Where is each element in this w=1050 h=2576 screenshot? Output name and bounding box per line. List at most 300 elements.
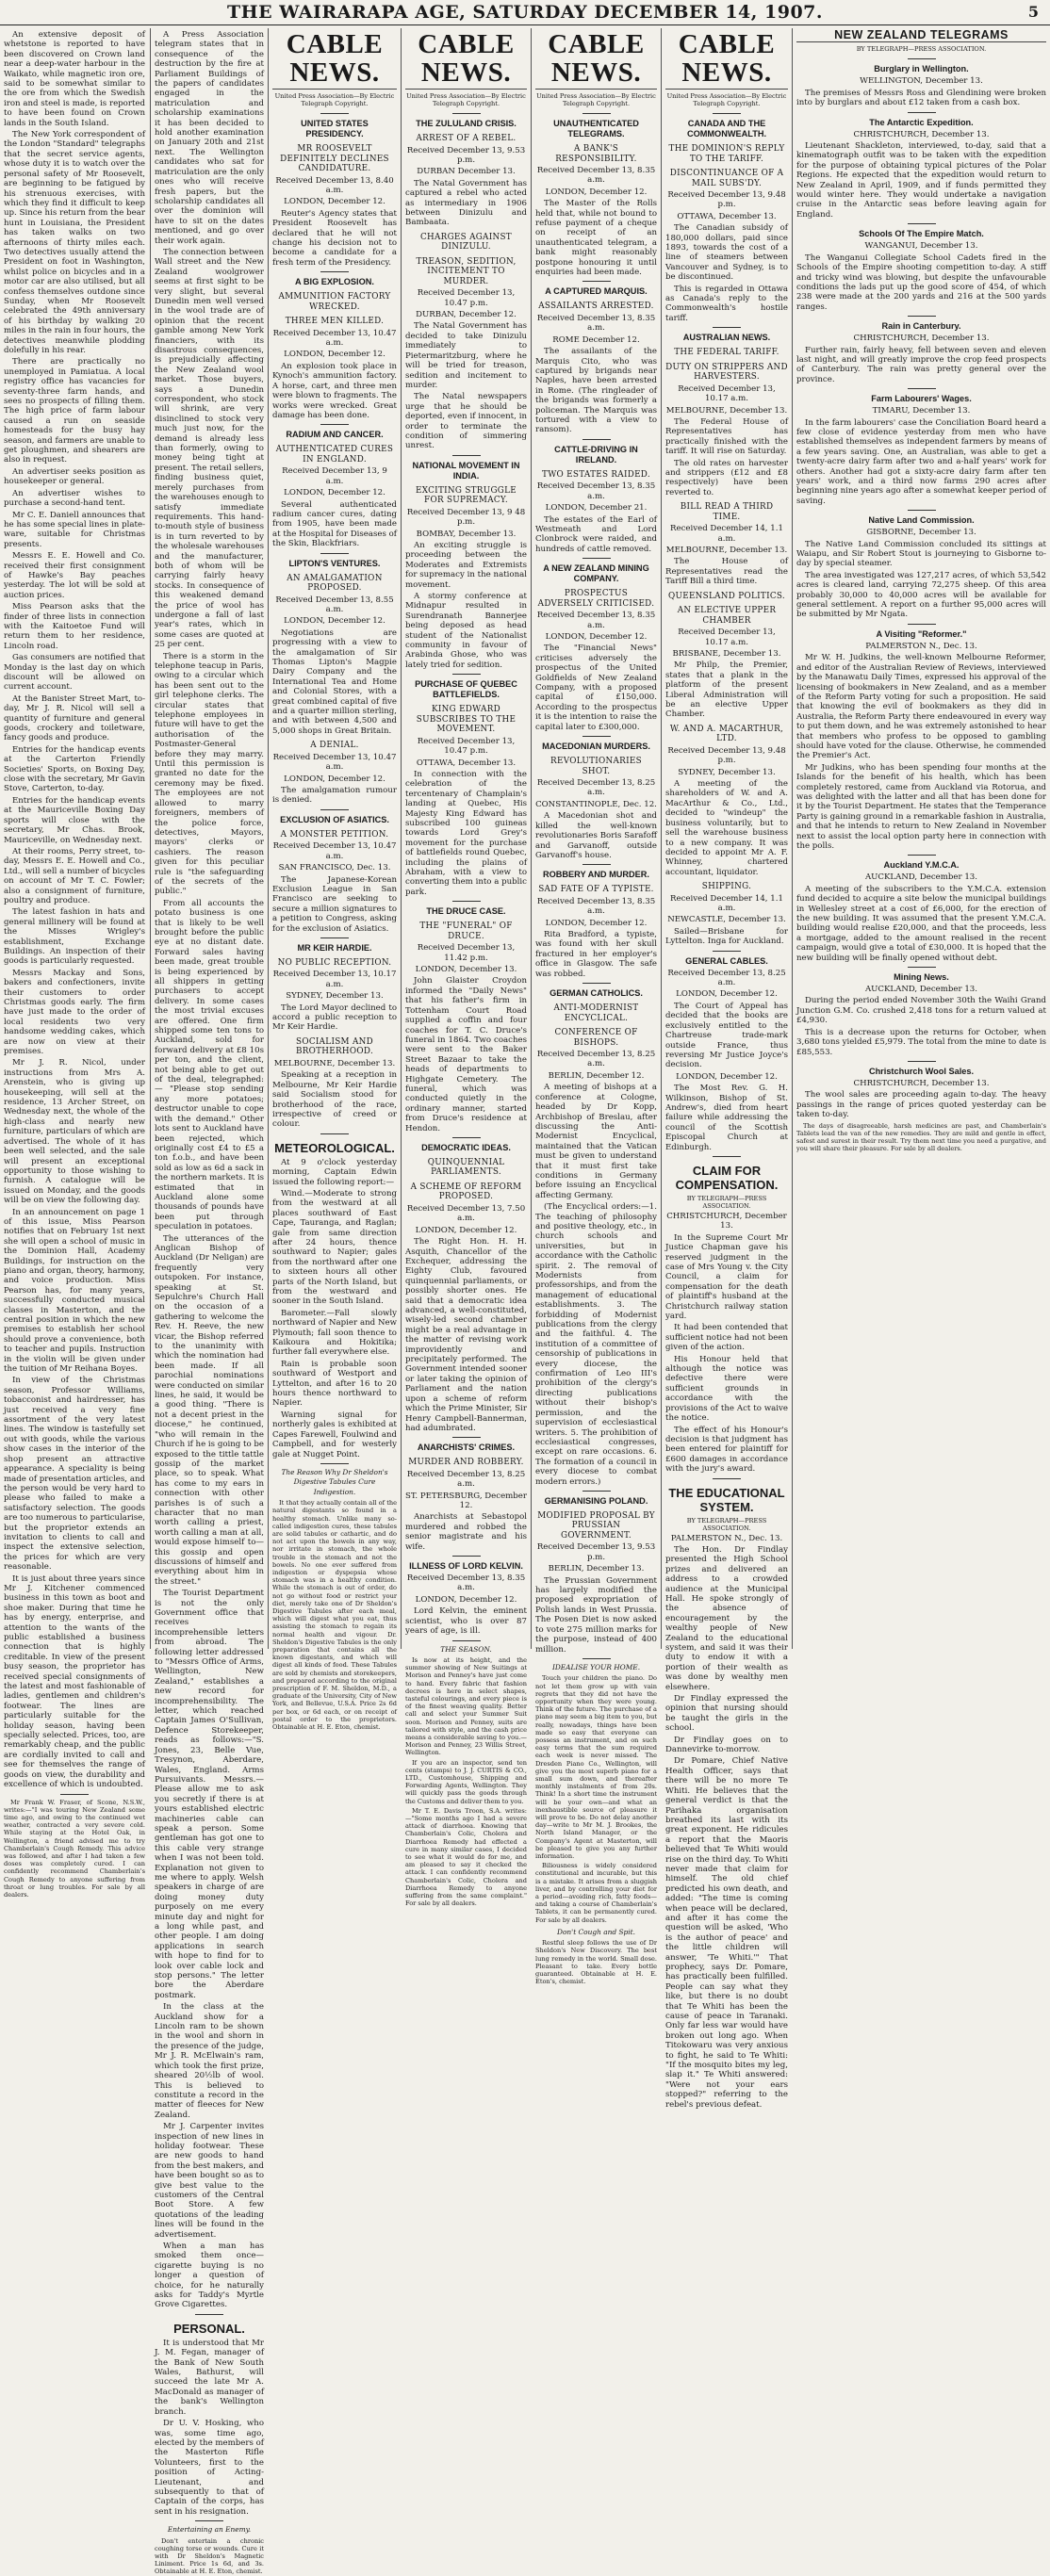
advertisement (155, 2537, 264, 2576)
cable-news-credit: United Press Association—By Electric Telegraph Copyright. (666, 92, 787, 107)
news-paragraph: The utterances of the Anglican Bishop of Auckland (Dr Neligan) are frequently very outspoken. For instance, speaking at St. Sepulchre's Church Hall on the occasion of a gathering to welcome the Rev. H. Reeve, the new vicar, the Bishop referred to the unanimity with which the nomination had been made. If all parochial nominations were conducted on similar lines, he said, it would be a good thing. "There is not a decent priest in the diocese," he continued, "who will remain in the Church if he is going to be exposed to the tittle tattle gossip of the market place, so to speak. What has come to my ears in connection with other parishes is of such a character that no man worth calling a priest, worth calling a man at all, would expose himself to—this gossip and open discussions of himself and everything about him in the street." (155, 1233, 264, 1587)
subheading: AMMUNITION FACTORY WRECKED. (278, 292, 391, 312)
divider (320, 1133, 349, 1134)
divider (908, 624, 936, 625)
divider (320, 271, 349, 272)
subheading: DISCONTINUANCE OF A MAIL SUBS'DY. (669, 169, 784, 188)
dateline: Received December 13, 9 48 p.m. (406, 507, 526, 528)
dateline: AUCKLAND, December 13. (864, 872, 978, 883)
divider (582, 281, 611, 282)
advertisement-text: The days of disagreeable, harsh medicines are past, and Chamberlain's Tablets lead the van of the new remedies. They are mild and gentle in effect, safest and surest in their result. Try them next time you need a purgative, and you will share their pleasure. For sale by all dealers. (796, 1121, 1046, 1153)
dateline: OTTAWA, December 13. (416, 758, 517, 768)
divider (713, 113, 741, 114)
news-paragraph: In the Supreme Court Mr Justice Chapman gave his reserved judgment in the case of Mrs Young v. the City Council, a claim for compensation for the death of plaintiff's husband at the Christchurch railway station yard. (665, 1232, 788, 1322)
dateline: Received December 13, 8.25 a.m. (536, 1050, 656, 1069)
section-heading: The Antarctic Expedition. (869, 117, 974, 127)
dateline: Received December 14, 1.1 a.m. (670, 524, 783, 544)
divider (452, 113, 481, 114)
wire-credit: BY TELEGRAPH—PRESS ASSOCIATION. (686, 1516, 767, 1532)
subheading: W. AND A. MACARTHUR, LTD. (669, 724, 784, 744)
news-paragraph: Gas consumers are notified that Monday is the last day on which discount will be allowed on current account. (4, 653, 145, 693)
dateline: GISBORNE, December 13. (866, 528, 976, 538)
dateline: NEWCASTLE, December 13. (667, 915, 786, 925)
news-paragraph: Mr J. R. Nicol, under instructions from Mrs A. Arenstein, who is giving up housekeeping, will sell at the residence, 13 Archer Street, on Wednesday next, the whole of the high-class and nearly new furniture, particulars of which are advertised. The whole of it has been well selected, and the sale will present an exceptional opportunity to those wishing to furnish. A catalogue will be issued on Monday, and the goods will be on view the following day. (4, 1058, 145, 1206)
divider (320, 113, 349, 114)
cable-news-credit: United Press Association—By Electric Telegraph Copyright. (406, 92, 526, 107)
section-heading: LIPTON'S VENTURES. (288, 558, 381, 568)
page-number: 5 (1027, 3, 1039, 21)
news-paragraph: A meeting of the subscribers to the Y.M.C.A. extension fund decided to acquire a site below the municipal buildings in Wellesley street at a cost of £6,000, for the erection of the new building. It was assumed that the present Y.M.C.A. building would realise £20,000, and that the proceeds, less a mortgage, added to the amount realised in the recent campaign, would give a total of £30,000. It is hoped that the new building will be finally opened without debt. (796, 884, 1046, 963)
dateline: BERLIN, December 12. (548, 1070, 645, 1081)
subheading: BILL READ A THIRD TIME. (680, 502, 774, 522)
section-heading: A CAPTURED MARQUIS. (545, 286, 648, 297)
subheading: QUINQUENNIAL PARLIAMENTS. (427, 1157, 505, 1178)
advertisement-text: Biliousness is widely considered constitutional and incurable, but this is a mistake. It arises from a sluggish liver, and by controlling your diet for a period—avoiding rich, fatty foods—and taking a course of Chamberlain's Tablets, it can be permanently cured. For sale by all dealers. (535, 1862, 657, 1924)
news-paragraph: In the class at the Auckland show for a Lincoln ram to be shown in the wool and shorn in the presence of the judge, Mr J. R. McElwain's ram, which took the first prize, sheared 20½lb of wool. This is believed to constitute a record in the matter of fleeces for New Zealand. (155, 2002, 264, 2120)
subheading: A MONSTER PETITION. (280, 829, 389, 840)
divider (908, 388, 936, 389)
masthead (0, 0, 1050, 25)
news-paragraph: The area investigated was 127,217 acres, of which 53,542 acres is cleared land, carrying 72,275 sheep. Of this area probably 30,000 to 40,000 acres will be available for general settlement. A report on a further 95,000 acres will be submitted by Mr Ngata. (796, 570, 1046, 620)
divider (908, 510, 936, 511)
dateline: SYDNEY, December 13. (678, 767, 776, 777)
dateline: LONDON, December 12. (545, 918, 648, 928)
section-heading: METEOROLOGICAL. (274, 1140, 395, 1155)
section-heading: Christchurch Wool Sales. (868, 1066, 975, 1076)
divider (582, 736, 611, 737)
section-heading: THE EDUCATIONAL SYSTEM. (668, 1485, 785, 1514)
advertisement (405, 1807, 527, 1908)
dateline: BRISBANE, December 13. (672, 649, 781, 659)
advertisement-title: The Reason Why Dr Sheldon's Digestive Tabules Cure Indigestion. (281, 1467, 388, 1496)
news-paragraph: Mr W. H. Judkins, the well-known Melbourne Reformer, and editor of the Australian Review of Reviews, interviewed by the Manawatu Daily Times, expressed his approval of the licensing of bookmakers in New Zealand, and as a member of the Reform Party voting for such a proposition. He said that knowing the evil of bookmakers as they did in Australia, the Reform Party there endeavoured in every way to put them down, and he was extremely astonished to hear that members who profess to be opposed to gambling should have voted for the clause. Otherwise, he commended the Premier's Act. (796, 653, 1046, 761)
news-paragraph: (The Encyclical orders:—1. The teaching of philosophy and positive theology, etc., in church schools and universities, but in accordance with the Catholic spirit. 2. The removal of Modernists from professorships, and from the management of educational establishments. 3. The forbidding of Modernist publications from the clergy and the faithful. 4. The institution of a committee of censorship of publications in every diocese, the confirmation of Leo III's prohibition of the clergy's directing publications without their bishop's permission, and the supervision of ecclesiastical writers. 5. The prohibition of ecclesiastical congresses, except on rare occasions. 6. The formation of a council in every diocese to combat modern errors.) (535, 1202, 657, 1487)
news-paragraph: At their rooms, Perry street, to-day, Messrs E. E. Howell and Co., Ltd., will sell a number of bicycles on account of Mr T. C. Fowler; also a consignment of furniture, poultry and produce. (4, 846, 145, 905)
subheading: AN ELECTIVE UPPER CHAMBER (677, 606, 777, 626)
news-paragraph: Several authenticated radium cancer cures, dating from 1905, have been made at the Hospital for Diseases of the Skin, Blackfriars. (272, 499, 397, 549)
dateline: LONDON, December 12. (284, 774, 386, 784)
divider (908, 855, 936, 856)
news-paragraph: The Lord Mayor declined to accord a public reception to Mr Keir Hardie. (272, 1003, 397, 1033)
dateline: WELLINGTON, December 13. (860, 76, 983, 87)
news-paragraph: The Natal newspapers urge that he should be deported, even if innocent, in order to terminate the condition of simmering unrest. (405, 392, 527, 451)
cable-news-credit: United Press Association—By Electric Telegraph Copyright. (274, 92, 395, 107)
subheading: SHIPPING. (701, 882, 752, 892)
column-cable-news-3 (535, 29, 657, 1986)
section-heading: A NEW ZEALAND MINING COMPANY. (543, 563, 649, 584)
wire-credit: BY TELEGRAPH—PRESS ASSOCIATION. (686, 1194, 767, 1210)
subheading: SAD FATE OF A TYPISTE. (538, 885, 654, 895)
news-paragraph: The Tourist Department is not the only Government office that receives incomprehensible letters from abroad. The following letter addressed to "Messrs Office of Arms, Wellington, New Zealand," establishes a new record for incomprehensibility. The letter, which reached Captain James O'Sullivan, Defence Storekeeper, reads as follows:—"S. Jones, 23, Belle Vue, Tresynon, Aberdare, Wales, England. Arms Pursuivants. Messrs.—Please allow me to ask you secretly if there is at yours established electric machineries cable can speak a person. Some gentleman has got one to this cable very strange when I was not been told. Explanation not given to me where to apply. Welsh speakers in charge of are doing money duty purposely on me every minute day and night for a long while past, and other people. I am doing applications in search with hope to find for to look over cable lock and stop persons." The letter bore the Aberdare postmark. (155, 1589, 264, 2000)
news-paragraph: The connection between Wall street and the New Zealand woolgrower seems at first sight to be very slight, but several Dunedin men well versed in the wool trade are of opinion that the recent gamble among New York financiers, with its disastrous consequences, is prejudicially affecting the New Zealand wool market. Those buyers, says a Dunedin correspondent, who stock will shrink, are very disinclined to stock very much just now, for the demand is already less than formerly, owing to money being tight at present. The retail sellers, finding business quiet, merely purchases from the warehouses enough to satisfy immediate requirements. This hand-to-mouth style of business is in turn reverted to by the wholesale warehouses and the manufacturer, both of whom will be carrying fairly heavy stocks. In consequence of this weakened demand the price of wool has undergone a fall of last year's rates, which in some cases are quoted at 25 per cent. (155, 247, 264, 650)
dateline: Received December 13, 10.47 p.m. (417, 288, 516, 308)
dateline: Received December 13, 9 a.m. (282, 466, 387, 486)
news-paragraph: The Court of Appeal has decided that the books are exclusively entitled to the Chartreuse trade-mark outside France, thus reversing Mr Justice Joyce's decision. (665, 1001, 788, 1070)
cable-news-heading: CABLE NEWS. (665, 30, 788, 90)
advertisement-title: Don't Cough and Spit. (557, 1927, 635, 1936)
subheading: A DENIAL. (310, 741, 359, 751)
column-local-news-1 (4, 30, 145, 1899)
news-paragraph: John Glaister Croydon informed the "Daily News" that his father's firm in Tottenham Court Road supplied a coffin and four coaches for T. C. Druce's funeral in 1864. Two coaches were sent to the Baker Street Bazaar to take the heads of departments to Highgate Cemetery. The funeral, which was conducted quietly in the ordinary manner, started from Druce's residence at Hendon. (405, 976, 527, 1133)
divider (908, 1061, 936, 1062)
dateline: Received December 13, 8.25 a.m. (536, 778, 656, 798)
news-paragraph: An extensive deposit of whetstone is reported to have been discovered on Crown land near a deep-water harbour in the Waikato, while magnetic iron ore, said to be somewhat similar to the ore from which the Swedish iron and steel is made, is reported to have been found on Crown lands in the South Island. (4, 30, 145, 128)
divider (908, 223, 936, 224)
divider (713, 951, 741, 952)
news-paragraph: In connection with the celebration of the tercentenary of Champlain's landing at Quebec, His Majesty King Edward has subscribed 100 guineas towards Lord Grey's movement for the purchase of battlefields round Quebec, including the plains of Abraham, with a view to converting them into a public park. (405, 769, 527, 897)
dateline: LONDON, December 12. (284, 197, 386, 207)
news-paragraph: The old rates on harvester and strippers (£12 and £8 respectively) have been reverted to. (665, 458, 788, 497)
news-paragraph: The estates of the Earl of Westmeath and Lord Clonbrock were raided, and hundreds of cattle removed. (535, 514, 657, 554)
section-heading: MR KEIR HARDIE. (297, 942, 372, 953)
section-heading: Farm Labourers' Wages. (871, 394, 972, 404)
news-paragraph: Barometer.—Fall slowly northward of Napier and New Plymouth; fall soon thence to Kaikoura and Hokitika; further fall everywhere else. (272, 1308, 397, 1358)
divider (582, 439, 611, 440)
dateline: BERLIN, December 13. (548, 1564, 645, 1574)
dateline: Received December 13, 8.35 a.m. (536, 896, 656, 917)
section-heading: CATTLE-DRIVING IN IRELAND. (554, 444, 638, 465)
news-paragraph: The Prussian Government has largely modified the proposed expropriation of Polish lands in West Prussia. The Posen Diet is now asked to vote 275 million marks for the purpose, instead of 400 million. (535, 1575, 657, 1655)
section-heading: Rain in Canterbury. (881, 321, 961, 332)
cable-news-heading: CABLE NEWS. (535, 30, 657, 90)
section-heading: UNITED STATES PRESIDENCY. (301, 119, 369, 139)
dateline: PALMERSTON N., Dec. 13. (670, 1533, 783, 1543)
news-paragraph: The Canadian subsidy of 180,000 dollars, paid since 1893, towards the cost of a line of steamers between Vancouver and Sydney, is to be discontinued. (665, 223, 788, 283)
divider (582, 558, 611, 559)
personal-heading: PERSONAL. (173, 2321, 245, 2336)
section-heading: ROBBERY AND MURDER. (543, 870, 649, 880)
advertisement (535, 1939, 657, 1985)
news-paragraph: A meeting of bishops at a conference at Cologne, headed by Dr Kopp, Archbishop of Breslau, after discussing the Anti-Modernist Encyclical, maintained that the Vatican must be given to understand that it must first take conditions in Germany before issuing an Encyclical affecting Germany. (535, 1083, 657, 1200)
column-local-news-2 (155, 30, 264, 2576)
divider (320, 937, 349, 938)
news-paragraph: The Federal House of Representatives has practically finished with the tariff. It will rise on Saturday. (665, 417, 788, 457)
advertisement-text: Don't entertain a chronic coughing torse or wounds. Cure it with Dr Sheldon's Magnetic Liniment. Price 1s 6d, and 3s. Obtainable at H. E. Eton, chemist. (155, 2536, 264, 2576)
divider (582, 983, 611, 984)
section-heading: Auckland Y.M.C.A. (883, 860, 960, 871)
advertisement (405, 1656, 527, 1757)
news-paragraph: The House of Representatives read the Tariff Bill a third time. (665, 557, 788, 587)
dateline: CHRISTCHURCH, December 13. (853, 334, 990, 344)
news-paragraph: The Most Rev. G. H. Wilkinson, Bishop of St. Andrew's, died from heart failure while addressing the council of the Scottish Episcopal Church at Edinburgh. (665, 1084, 788, 1152)
personal-paragraph: Dr U. V. Hosking, who was, some time ago, elected by the members of the Masterton Rifle Volunteers, first to the position of Acting-Lieutenant, and subsequently to that of Captain of the corps, has sent in his resignation. (155, 2419, 264, 2517)
dateline: SYDNEY, December 13. (286, 991, 384, 1002)
dateline: Received December 13, 8.35 a.m. (536, 611, 656, 630)
advertisement (535, 1862, 657, 1924)
divider (582, 864, 611, 865)
news-paragraph: A meeting of the shareholders of W. and A. MacArthur & Co., Ltd., decided to "windeup" the business voluntarily, but to sell the warehouse business to a new company. It was decided to appoint Mr A. F. Whinney, chartered accountant, liquidator. (665, 779, 788, 877)
section-heading: Schools Of The Empire Match. (859, 229, 984, 239)
dateline: WANGANUI, December 13. (864, 241, 978, 252)
news-paragraph: Mr J. Carpenter invites inspection of new lines in holiday footwear. These are new goods to hand from the best makers, and have been bought so as to give best value to the customers of the Central Boot Store. A few quotations of the leading lines will be found in the advertisement. (155, 2122, 264, 2240)
advertisement-title: Entertaining an Enemy. (167, 2525, 252, 2535)
dateline: LONDON, December 21. (545, 503, 648, 514)
section-heading: THE ZULULAND CRISIS. (416, 119, 517, 128)
news-paragraph: The latest fashion in hats and general millinery will be found at the Misses Wrigley's establishment, Exchange Buildings. An inspection of their goods is particularly requested. (4, 907, 145, 967)
dateline: CONSTANTINOPLE, Dec. 12. (535, 799, 657, 809)
advertisement (272, 1499, 397, 1731)
news-paragraph: It is just about three years since Mr J. Kitchener commenced business in this town as boot and shoe maker. During that time he has by energy, enterprise, and attention to the wants of the public established a business connection that is highly creditable. In view of the present busy season, the proprietor has received special consignments of the latest and most fashionable of ladies, gentlemen and children's footwear. The lines are particularly suitable for the holiday season, having been specially selected. Prices, too, are remarkably cheap, and the public are cordially invited to call and see for themselves the range of goods on view, the durability and excellence of which is undoubted. (4, 1573, 145, 1790)
divider (452, 1640, 481, 1641)
advertisement (535, 1674, 657, 1860)
dateline: OTTAWA, December 13. (677, 211, 777, 221)
advertisement-title: IDEALISE YOUR HOME. (551, 1662, 641, 1671)
news-paragraph: The Japanese-Korean Exclusion League in San Francisco are seeking to secure a million signatures to a petition to Congress, asking for the exclusion of Asiatics. (272, 874, 397, 934)
news-paragraph: The effect of his Honour's decision is that judgment has been entered for plaintiff for £600 damages in accordance with the jury's award. (665, 1425, 788, 1475)
news-paragraph: In view of the Christmas season, Professor Williams, tobacconist and hairdresser, has just received a very fine assortment of the very latest lines. The window is tastefully set out with goods, while the various show cases in the interior of the shop present an attractive appearance. A speciality is being made of presentation articles, and the person would be very hard to please who failed to make a satisfactory selection. The goods are too numerous to particularise, but the proprietor extends an invitation to clients to call and inspect the extensive selection, the prices for which are very reasonable. (4, 1376, 145, 1573)
advertisement-text: Restful sleep follows the use of Dr Sheldon's New Discovery. The best lung remedy in the world. Small dose. Pleasant to take. Every bottle guaranteed. Obtainable at H. E. Eton's, chemist. (535, 1939, 657, 1986)
advertisement-text: Is now at its height, and the summer showing of New Suitings at Morison and Penney's have just come to hand. Every fabric that fashion decrees is here in select shapes, tasteful colourings, and every piece is of the finest weaving quality. Better call and select your Summer Suit soon. Morison and Penney, suits are tailored with style, and the cash price means a considerable saving to you.—Morison and Penney, 23 Willis Street, Wellington. (405, 1655, 527, 1757)
dateline: Received December 13, 8.35 a.m. (536, 313, 656, 334)
news-paragraph: The Master of the Rolls held that, while not bound to refuse payment of a cheque on receipt of an unauthenticated telegram, a bank might reasonably postpone honouring it until enquiries had been made. (535, 199, 657, 278)
news-paragraph: The Natal Government has decided to take Dinizulu immediately to Pietermaritzburg, where he will be tried for treason, sedition and incitement to murder. (405, 321, 527, 390)
subheading: PROSPECTUS ADVERSELY CRITICISED. (537, 589, 655, 609)
divider (452, 455, 481, 456)
subheading: MR ROOSEVELT DEFINITELY DECLINES CANDIDATURE. (280, 144, 389, 173)
divider (908, 316, 936, 317)
advertisement-text: It that they actually contain all of the natural digestants so found in a healthy stomach. Unlike many so-called indigestion cures, these tabules are solid tabules or cathartic, and do not act upon the bowels in any way, nor irritate in stomach, the whole trouble in the stomach and not the bowels. No one ever suffered from indigestion or dyspepsia whose stomach was in a healthy condition. While the stomach is out of order, do not go without food or restrict your diet, merely take one of Dr Sheldon's Digestive Tabules after each meal, which will digest what you eat, thus assisting the stomach to regain its normal health and vigour. Dr. Sheldon's Digestive Tabules is the only preparation that contains all the known digestants, and which will digest all kinds of food. These Tabules are sold by chemists and storekeepers, and prepared according to the original prescription of F. M. Sheldon, M.D., a graduate of the University, City of New York, and Bellevue, U.S.A. Price 2s 6d per box, or 6d each, or on receipt of postal order to the proprietors. Obtainable at H. E. Eton, chemist. (272, 1499, 397, 1732)
divider (452, 901, 481, 902)
dateline: Received December 13, 11.42 p.m. (417, 943, 516, 963)
divider (713, 327, 741, 328)
dateline: Received December 13, 8.25 a.m. (667, 968, 786, 988)
dateline: TIMARU, December 13. (872, 406, 971, 416)
dateline: SAN FRANCISCO, Dec. 13. (278, 863, 391, 873)
news-paragraph: Dr Pomare, Chief Native Health Officer, says that there will be no more Te Whiti. He believes that the general verdict is that the Parihaka organisation breathed its last with its great exponent. He ridicules a report that the Maoris believed that Te Whiti would rise on the third day. To Whiti never made that claim for himself. The old chief predicted his own death, and added: "The time is coming when peace will be declared, and after it has come the question will be asked, 'Who is the author of peace' and the little children will answer, 'Te Whiti.'" That prophecy, says Dr. Pomare, has practically been fulfilled. People can say what they like, but there is no doubt that Te Whiti has been the cause of peace in Taranaki. Only far less war would have broken out long ago. When Titokowaru was very anxious to fight, he said to Te Whiti: "If the mosquito bites my leg, slap it." Te Whiti answered: "Were not your ears stopped?" referring to the rebel's previous defeat. (665, 1756, 788, 2110)
section-heading: THE DRUCE CASE. (426, 906, 506, 917)
subheading: TREASON, SEDITION, INCITEMENT TO MURDER. (416, 256, 517, 286)
advertisement (796, 1122, 1046, 1153)
news-paragraph: This is a decrease upon the returns for October, when 3,680 tons yielded £5,979. The total from the mine to date is £85,553. (796, 1027, 1047, 1057)
dateline: LONDON, December 13. (415, 965, 517, 975)
dateline: DURBAN December 13. (417, 167, 516, 177)
news-paragraph: Miss Pearson asks that the finder of three lists in connection with the Kaitoetoe Fund will return them to her residence, Lincoln road. (4, 602, 145, 651)
dateline: LONDON, December 12. (676, 1071, 778, 1082)
advertisement-text: If you are an inspector, send ten cents (stamps) to J. J. CURTIS & CO., LTD., Customhouse, Shipping and Forwarding Agents, Wellington. They will quickly pass the goods through the Customs and deliver them to you. (405, 1758, 527, 1805)
divider (908, 112, 936, 113)
divider (582, 113, 611, 114)
dateline: CHRISTCHURCH, December 13. (666, 1211, 787, 1231)
divider (195, 2520, 223, 2521)
news-paragraph: The Hon. Dr Findlay presented the High School prizes and delivered an address to a crowded audience at the Municipal Hall. He spoke strongly of the absence of encouragement by the wealthy people of New Zealand to the educational system, and said it was their duty to endow it with a portion of their wealth as was done by wealthy men elsewhere. (665, 1544, 788, 1692)
news-paragraph: Sailed—Brisbane for Lyttelton. Inga for Auckland. (665, 926, 788, 947)
advertisement-text: Touch your children the piano. Do not let them grow up with vain regrets that they did not have the opportunity when they were young. Think of the future. The purchase of a piano may seem a big item to you, but really, nowadays, things have been made so easy that everyone can possess an instrument, and on such easy terms that the sum required each week is never missed. The Dresden Piano Co., Wellington, will give you the most superb piano for a small sum down, and thereafter monthly instalments of from 20s. Think! In a short time the instrument will be your own—and what an inexhaustible source of pleasure it will prove to be. Do not delay another day—write to Mr M. J. Brookes, the North Island Manager, or the Company's Agent at Masterton, will be pleased to give you any further information. (535, 1674, 657, 1860)
subheading: MODIFIED PROPOSAL BY PRUSSIAN GOVERNMENT. (537, 1510, 655, 1541)
section-heading: CLAIM FOR COMPENSATION. (675, 1163, 779, 1192)
divider (452, 1556, 481, 1557)
dateline: MELBOURNE, December 13. (665, 405, 788, 416)
news-paragraph: Dr Findlay goes on to Dannevirke to-morrow. (665, 1735, 788, 1755)
section-heading: Burglary in Wellington. (874, 64, 969, 74)
subheading: SOCIALISM AND BROTHERHOOD. (295, 1036, 374, 1057)
news-paragraph: Mr C. E. Daniell announces that he has some special lines in plate-ware, suitable for Christmas presents. (4, 510, 145, 549)
news-paragraph: A Macedonian shot and killed the well-known revolutionaries Boris Sarafoff and Garvanoff, outside Garvanoff's house. (535, 811, 657, 860)
subheading: REVOLUTIONARIES SHOT. (550, 757, 642, 776)
news-paragraph: At the Banister Street Mart, to-day, Mr J. R. Nicol will sell a quantity of furniture and general goods, crockery and toiletware, fancy goods and produce. (4, 693, 145, 743)
nz-telegrams-credit: BY TELEGRAPH—PRESS ASSOCIATION. (856, 45, 987, 54)
cable-news-heading: CABLE NEWS. (405, 30, 527, 90)
news-paragraph: The wool sales are proceeding again to-day. The heavy passings in the range of prices quoted yesterday can be taken to-day. (796, 1090, 1046, 1120)
news-paragraph: Rain is probable soon southward of Westport and Lyttelton, and after 16 to 20 hours thence northward to Napier. (272, 1359, 397, 1409)
masthead-title: THE WAIRARAPA AGE, SATURDAY DECEMBER 14, 1907. (226, 2, 824, 23)
cable-news-credit: United Press Association—By Electric Telegraph Copyright. (536, 92, 656, 107)
news-paragraph: The New York correspondent of the London "Standard" telegraphs that the secret service agents, whose duty it is to watch over the personal safety of Mr Roosevelt, are beginning to be fatigued by his strenuous exercises, with which they find it difficult to keep up. Since his return from the bear hunt in Louisiana, the President has taken walks on two afternoons of thirty miles each. Two detectives usually attend the President on foot in Washington, whilst police on bicycles and in a motor car are also utilised, but all confess themselves outdone since Sunday, when Mr Roosevelt celebrated the 49th anniversary of his birthday by walking 20 miles in the rain in four hours, the detectives meanwhile plodding dolefully in his rear. (4, 130, 145, 355)
dateline: LONDON, December 12. (545, 632, 648, 642)
divider (452, 1137, 481, 1138)
news-paragraph: Messrs E. E. Howell and Co. received their first consignment of Hawke's Bay peaches yesterday. The lot will be sold at auction prices. (4, 551, 145, 600)
column-cable-news-2 (405, 29, 528, 1908)
dateline: MELBOURNE, December 13. (273, 1058, 396, 1068)
section-heading: DEMOCRATIC IDEAS. (421, 1142, 511, 1152)
dateline: LONDON, December 12. (284, 488, 386, 498)
column-rule (268, 28, 269, 1649)
cable-news-heading: CABLE NEWS. (272, 30, 397, 90)
news-paragraph: The Native Land Commission concluded its sittings at Waiapu, and Sir Robert Stout is journeying to Gisborne to-day by special steamer. (796, 539, 1046, 569)
dateline: Received December 13, 8.40 a.m. (275, 175, 394, 195)
news-paragraph: During the period ended November 30th the Waihi Grand Junction G.M. Co. crushed 2,418 tons for a return valued at £4,930. (796, 996, 1046, 1026)
section-heading: PURCHASE OF QUEBEC BATTLEFIELDS. (415, 679, 517, 700)
dateline: Received December 13, 10.47 a.m. (272, 752, 397, 773)
news-paragraph: Mr Philp, the Premier, states that a plank in the platform of the present Liberal Administration will be an elective Upper Chamber. (665, 660, 788, 720)
divider (908, 58, 936, 59)
section-heading: RADIUM AND CANCER. (286, 430, 384, 440)
section-heading: MACEDONIAN MURDERS. (542, 742, 650, 752)
subheading: THREE MEN KILLED. (285, 317, 385, 327)
news-paragraph: An explosion took place in Kynoch's ammunition factory. A horse, cart, and three men were blown to fragments. The works were wrecked. Great damage has been done. (272, 361, 397, 420)
news-paragraph: Mr Judkins, who has been spending four months at the Islands for the benefit of his health, which has been completely restored, came from Auckland via Rotorua, and was delighted with the latter and all that has been done for it by the Tourist Department. He states that the Temperance Party is gaining ground in a remarkable fashion in Australia, and that he intends to return to New Zealand in November next to assist the local option party here in connection with the polls. (796, 762, 1046, 851)
news-paragraph: At 9 o'clock yesterday morning, Captain Edwin issued the following report:— (272, 1157, 397, 1187)
section-heading: GERMAN CATHOLICS. (550, 988, 643, 999)
section-heading: AUSTRALIAN NEWS. (682, 333, 771, 343)
news-paragraph: Messrs Mackay and Sons, bakers and confectioners, invite their customers to order Christmas goods early. The firm have just made to the order of local residents two very handsome wedding cakes, which are now on view at their premises. (4, 968, 145, 1057)
news-paragraph: Further rain, fairly heavy, fell between seven and eleven last night, and will greatly improve the crop feed prospects of Canterbury. The rain was pretty general over the province. (796, 345, 1046, 384)
news-paragraph: Lieutenant Shackleton, interviewed, to-day, said that a kinematograph outfit was to be taken with the expedition for the purpose of obtaining typical pictures of the Polar Regions. He expected that the expedition would return to New Zealand in April, 1909, and if funds permitted they would winter here. They would undertake a navigation cruise in the Antarctic seas before leaving again for England. (796, 141, 1046, 220)
subheading: ASSAILANTS ARRESTED. (538, 302, 654, 312)
column-cable-news-1 (272, 29, 397, 1732)
section-heading: NATIONAL MOVEMENT IN INDIA. (412, 460, 520, 481)
news-paragraph: It had been contended that sufficient notice had not been given of the action. (665, 1323, 788, 1353)
news-paragraph: Dr Findlay expressed the opinion that nursing should be taught the girls in the school. (665, 1694, 788, 1734)
news-paragraph: There is a storm in the telephone teacup in Paris, owing to a circular which has been sent out to the girl telephone clerks. The circular states that telephone employees in future will have to get the authorisation of the Postmaster-General before they may marry. Until this permission is granted no date for the ceremony may be fixed. The employees are not allowed to marry foreigners, members of the police force, detectives, Mayors, mayors' clerks or cashiers. The reason given for this peculiar rule is "the safeguarding of the secrets of the public." (155, 651, 264, 897)
section-heading: ANARCHISTS' CRIMES. (417, 1443, 516, 1453)
dateline: Received December 14, 1.1 a.m. (670, 893, 783, 914)
subheading: NO PUBLIC RECEPTION. (277, 957, 392, 968)
subheading: CHARGES AGAINST DINIZULU. (420, 232, 512, 253)
dateline: LONDON, December 12. (415, 1225, 517, 1235)
dateline: PALMERSTON N., Dec. 13. (865, 641, 977, 651)
divider (320, 424, 349, 425)
dateline: LONDON, December 12. (676, 989, 778, 1000)
divider (452, 674, 481, 675)
dateline: ST. PETERSBURG, December 12. (405, 1491, 528, 1511)
news-paragraph: The amalgamation rumour is denied. (272, 785, 397, 806)
dateline: Received December 13, 10.17 a.m. (678, 383, 776, 404)
news-paragraph: A Press Association telegram states that in consequence of the destruction by the fire at Parliament Buildings of the papers of candidates engaged in the matriculation and scholarship examinations it has been decided to hold another examination on January 20th and 21st next. The Wellington candidates who sat for matriculation are the only ones who will receive fresh papers, but the scholarship candidates all over the dominion will have to sit on the dates mentioned, and go over their work again. (155, 30, 264, 246)
advertisement (405, 1759, 527, 1805)
news-paragraph: The assailants of the Marquis Cito, who was captured by brigands near Naples, have been arrested in Rome. (The ringleader of the brigands was formerly a policeman. The Marquis was tortured with a view to ransom). (535, 347, 657, 435)
section-heading: Mining News. (894, 972, 949, 983)
section-heading: CANADA AND THE COMMONWEALTH. (686, 119, 767, 139)
column-rule (531, 28, 532, 1649)
news-paragraph: His Honour held that although the notice was defective there were sufficient grounds in accordance with the provisions of the Act to waive the notice. (665, 1354, 788, 1424)
divider (320, 1463, 349, 1464)
subheading: TWO ESTATES RAIDED. (542, 469, 650, 480)
personal-paragraph: It is understood that Mr J. M. Fegan, manager of the Bank of New South Wales, Bathurst, will succeed the late Mr A. MacDonald as manager of the bank's Wellington branch. (155, 2338, 264, 2417)
news-paragraph: Reuter's Agency states that President Roosevelt has declared that he will not change his decision not to become a candidate for a fresh term of the Presidency. (272, 208, 397, 268)
news-paragraph: Entries for the handicap events at the Carterton Friendly Societies' Sports, on Boxing Day, close with the secretary, Mr Gavin Stove, Carterton, to-day. (4, 744, 145, 794)
subheading: AN AMALGAMATION PROPOSED. (287, 573, 383, 594)
section-heading: GERMANISING POLAND. (544, 1495, 648, 1506)
dateline: BOMBAY, December 13. (416, 529, 517, 539)
news-paragraph: Wind.—Moderate to strong from the westward at all places southward of East Cape, Tauranga, and Raglan; gale from same direction after 24 hours, thence southward to Napier; gales from the northward after one to sixteen hours all other parts of the North Island, but from the westward and sooner in the South Island. (272, 1188, 397, 1307)
dateline: Received December 13, 9.48 p.m. (667, 190, 786, 210)
news-paragraph: Anarchists at Sebastopol murdered and robbed the senior magistrate and his wife. (405, 1512, 527, 1552)
dateline: LONDON, December 12. (415, 1594, 517, 1605)
news-paragraph: An advertiser seeks position as housekeeper or general. (4, 466, 145, 487)
divider (908, 967, 936, 968)
subheading: CONFERENCE OF BISHOPS. (554, 1028, 638, 1048)
subheading: A SCHEME OF REFORM PROPOSED. (410, 1182, 522, 1202)
dateline: LONDON, December 12. (284, 350, 386, 360)
subheading: EXCITING STRUGGLE FOR SUPREMACY. (416, 485, 517, 506)
subheading: AUTHENTICATED CURES IN ENGLAND. (275, 445, 394, 465)
dateline: Received December 13, 10.17 a.m. (678, 628, 776, 647)
dateline: CHRISTCHURCH, December 13. (853, 1078, 990, 1088)
news-paragraph: The "Financial News" criticises adversely the prospectus of the United Goldfields of New Zealand Company, with a proposed capital of £150,000. According to the prospectus it is the intention to raise the capital later to £300,000. (535, 644, 657, 732)
advertisement (4, 1799, 145, 1899)
divider (320, 809, 349, 810)
dateline: AUCKLAND, December 13. (864, 985, 978, 995)
news-paragraph: When a man has smoked them once—cigarette buying is no longer a question of choice, for he naturally asks for Taddy's Myrtle Grove Cigarettes. (155, 2242, 264, 2310)
section-heading: Native Land Commission. (868, 515, 975, 526)
subheading: ARREST OF A REBEL. (416, 134, 517, 143)
dateline: LONDON, December 12. (284, 616, 386, 627)
section-heading: ILLNESS OF LORD KELVIN. (409, 1561, 523, 1572)
subheading: DUTY ON STRIPPERS AND HARVESTERS. (665, 362, 788, 383)
dateline: Received December 13, 10.47 p.m. (417, 736, 516, 757)
news-paragraph: An exciting struggle is proceeding between the Moderates and Extremists for supremacy in the national movement. (405, 540, 527, 590)
section-heading: A BIG EXPLOSION. (295, 277, 374, 287)
news-paragraph: The Right Hon. H. H. Asquith, Chancellor of the Exchequer, addressing the Eighty Club, favoured quinquennial parliaments, or possibly shorter ones. He said that a democratic idea advanced, a well-constituted, wisely-led second chamber might be a real advantage in the matter of revising work improvidently and precipitately performed. The Government intended sooner or later taking the opinion of Parliament and the nation upon a scheme of reform which the Prime Minister, Sir Henry Campbell-Bannerman, had adumbrated. (405, 1237, 527, 1433)
dateline: Received December 13, 9.53 p.m. (406, 145, 526, 165)
section-heading: A Visiting "Reformer." (876, 628, 967, 639)
dateline: Received December 13, 8.35 a.m. (536, 166, 656, 186)
dateline: Received December 13, 9.48 p.m. (667, 745, 786, 766)
column-rule (401, 28, 402, 1649)
dateline: MELBOURNE, December 13. (665, 546, 788, 556)
column-nz-telegrams (796, 30, 1046, 1647)
dateline: Received December 13, 10.17 a.m. (272, 970, 397, 989)
divider (195, 2314, 223, 2315)
dateline: Received December 13, 8.55 a.m. (275, 595, 394, 614)
dateline: Received December 13, 8.25 a.m. (406, 1469, 526, 1490)
news-paragraph: Entries for the handicap events at the Mauriceville Boxing Day sports will close with the secretary, Mr Chas. Brook, Mauriceville, on Wednesday next. (4, 795, 145, 845)
divider (60, 1794, 89, 1795)
subheading: ANTI-MODERNIST ENCYCLICAL. (553, 1003, 639, 1023)
dateline: ROME December 12. (552, 334, 640, 345)
dateline: Received December 13, 10.47 a.m. (272, 328, 397, 349)
news-paragraph: From all accounts the potato business is one that is likely to be well brought before the public eye at no distant date. Forward sales having been made, great trouble is being experienced by all shippers in getting purchasers to accept delivery. In some cases the most trivial excuses are offered. One firm shipped some ten tons to Auckland, sold for forward delivery at £8 10s per ton, and the client, not being able to get out of the deal, telegraphed:— "Please stop sending any more potatoes; destructor unable to cope with the demand." Other lots sent to Auckland have been rejected, which originally cost £4 to £5 a ton f.o.b., and have been sold as low as 6d a sack in the northern markets. It is estimated that in Auckland alone some thousands of pounds have been put through speculation in potatoes. (155, 898, 264, 1232)
subheading: A BANK'S RESPONSIBILITY. (555, 144, 637, 164)
news-paragraph: An advertiser wishes to purchase a second-hand tent. (4, 488, 145, 509)
news-paragraph: Speaking at a reception in Melbourne, Mr Keir Hardie said Socialism stood for brotherhood of the race, irrespective of creed or colour. (272, 1070, 397, 1130)
advertisement-title: THE SEASON. (440, 1644, 492, 1654)
column-rule (661, 28, 662, 1649)
dateline: CHRISTCHURCH, December 13. (853, 129, 990, 139)
column-rule (792, 28, 793, 1649)
news-paragraph: The Wanganui Collegiate School Cadets fired in the Schools of the Empire shooting competition to-day. A stiff and tricky wind was blowing, but despite the unfavourable conditions the lads put up the good score of 454, of which 238 were made at the 200 yards and 216 at the 500 yards ranges. (796, 253, 1046, 312)
section-heading: UNAUTHENTICATED TELEGRAMS. (553, 119, 639, 139)
